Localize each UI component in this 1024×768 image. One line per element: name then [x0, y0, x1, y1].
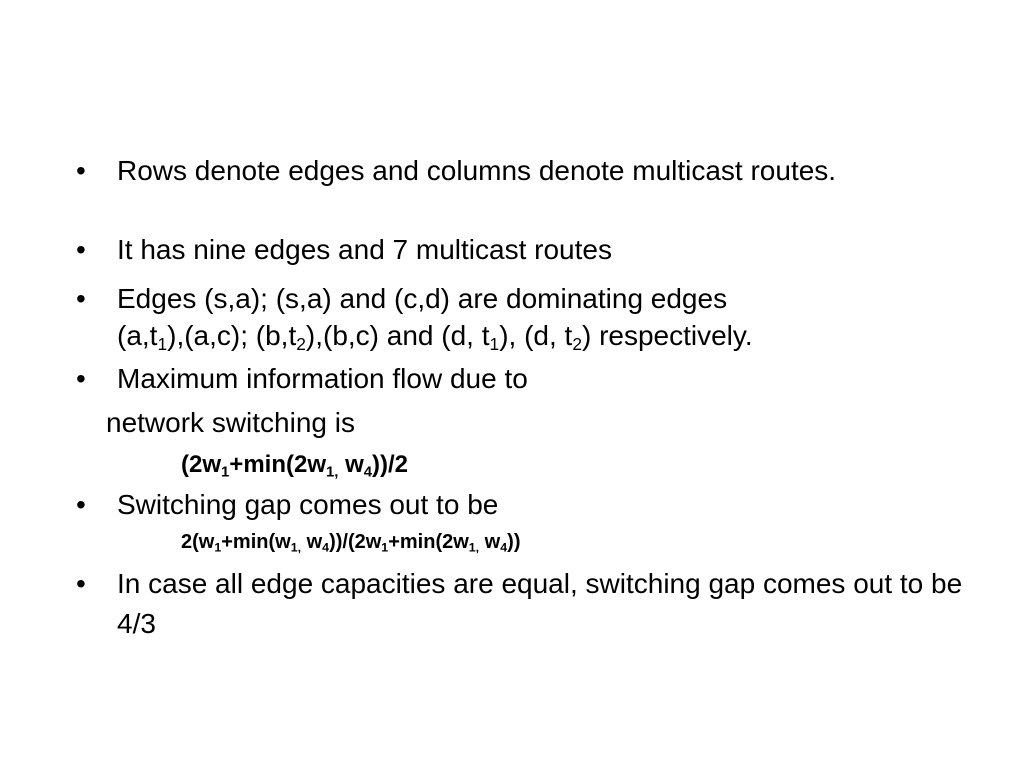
bullet-rows-columns	[76, 152, 976, 189]
subscript: 1,	[468, 540, 480, 555]
bullet-text: Maximum information flow due to	[117, 363, 528, 394]
bullet-text: Switching gap comes out to be	[117, 489, 499, 520]
formula-segment: ))	[507, 531, 521, 553]
subscript: 1	[489, 334, 500, 355]
subscript: 1,	[326, 464, 339, 481]
subscript: 1	[214, 540, 222, 555]
text-segment: ), (d, t	[499, 320, 573, 351]
subscript: 4	[500, 540, 508, 555]
bullet-marker: •	[76, 568, 86, 599]
bullet-text: It has nine edges and 7 multicast routes	[117, 234, 612, 265]
formula-switching-gap	[181, 529, 520, 555]
bullet-marker: •	[76, 283, 86, 314]
subscript: 1,	[290, 540, 302, 555]
formula-segment: +min(w	[221, 531, 291, 553]
bullet-text: In case all edge capacities are equal, switching gap comes out to be 4/3	[117, 568, 963, 639]
bullet-marker: •	[76, 155, 86, 186]
text-segment: (a,t	[117, 320, 158, 351]
subscript: 2	[572, 334, 582, 355]
formula-segment: w	[338, 451, 364, 478]
bullet-switching-gap	[76, 486, 976, 523]
text-segment: ) respectively.	[581, 320, 753, 351]
continuation-text: network switching is	[106, 407, 355, 438]
text-segment: ),(b,c) and (d, t	[305, 320, 490, 351]
formula-segment: +min(2w	[229, 451, 326, 478]
formula-segment: ))/2	[372, 451, 409, 478]
subscript: 4	[322, 540, 330, 555]
formula-segment: (2w	[181, 451, 222, 478]
subscript: 1	[221, 464, 230, 481]
bullet-line-2	[117, 320, 753, 355]
bullet-max-information-flow	[76, 360, 976, 397]
bullet-equal-capacities	[76, 564, 976, 644]
formula-segment: w	[301, 531, 323, 553]
bullet-text	[117, 280, 976, 354]
bullet-line-1: Edges (s,a); (s,a) and (c,d) are dominating edges	[117, 283, 728, 314]
formula-segment: w	[479, 531, 501, 553]
formula-segment: ))/(2w	[329, 531, 382, 553]
formula-segment: +min(2w	[388, 531, 469, 553]
bullet-marker: •	[76, 234, 86, 265]
subscript: 4	[363, 464, 373, 481]
bullet-edges-routes	[76, 231, 976, 268]
subscript: 1	[157, 334, 168, 355]
bullet-dominating-edges	[76, 280, 976, 354]
formula-segment: 2(w	[181, 531, 215, 553]
bullet-text: Rows denote edges and columns denote multicast routes.	[117, 155, 837, 186]
formula-max-flow	[181, 450, 408, 480]
text-segment: ),(a,c); (b,t	[167, 320, 297, 351]
subscript: 1	[381, 540, 389, 555]
subscript: 2	[296, 334, 306, 355]
bullet-marker: •	[76, 363, 86, 394]
bullet-marker: •	[76, 489, 86, 520]
